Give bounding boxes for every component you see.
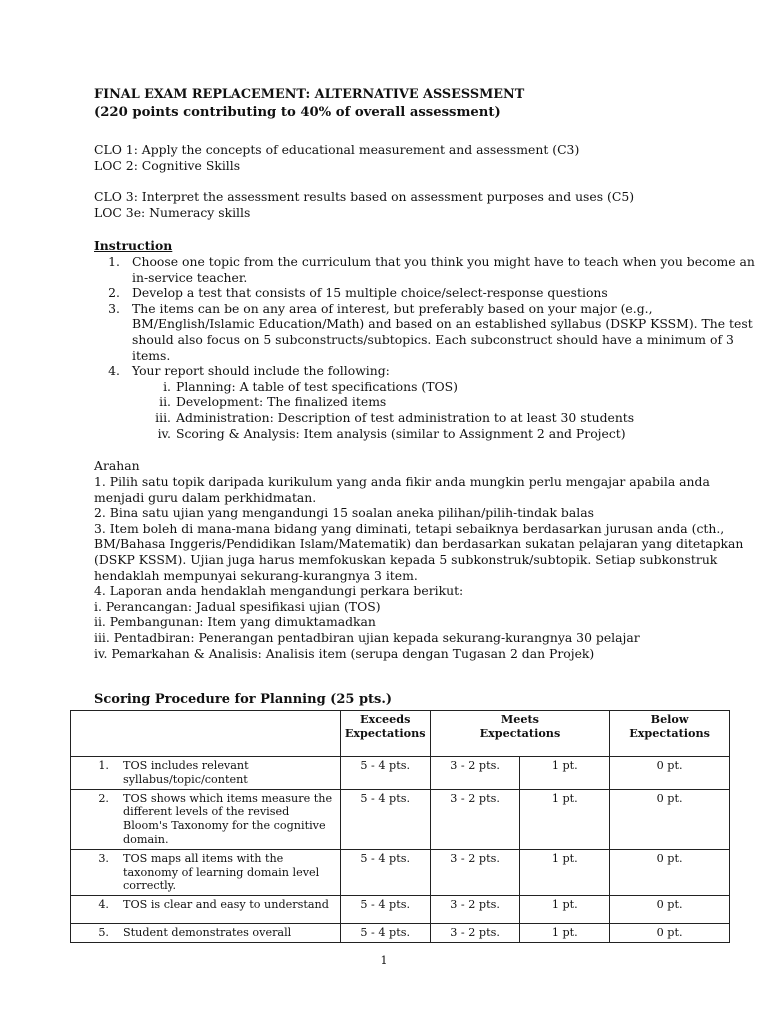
scoring-table — [70, 710, 730, 943]
criterion-desc: Student demonstrates overall — [123, 926, 292, 940]
criterion-desc: TOS is clear and easy to understand — [123, 898, 329, 912]
document-subtitle: (220 points contributing to 40% of overall assessment) — [94, 105, 501, 120]
instruction-line: should also focus on 5 subconstructs/subtopics. Each subconstruct should have a minimum of 3 — [132, 332, 734, 347]
meets-low-cell: 1 pt. — [520, 849, 610, 895]
exceeds-cell: 5 - 4 pts. — [340, 757, 430, 790]
header-exceeds: Exceeds Expectations — [340, 711, 430, 757]
arahan-list — [94, 474, 744, 664]
subitem-text: Administration: Description of test administration to at least 30 students — [176, 410, 635, 425]
instruction-line: items. — [132, 347, 171, 363]
criterion-cell — [71, 924, 341, 943]
arahan-line: iii. Pentadbiran: Penerangan pentadbiran ujian kepada sekurang-kurangnya 30 pelajar — [94, 630, 640, 645]
criterion-cell — [71, 757, 341, 790]
arahan-heading: Arahan — [94, 458, 140, 473]
criterion-cell — [71, 896, 341, 924]
instruction-line: BM/English/Islamic Education/Math) and based on an established syllabus (DSKP KSSM). The test — [132, 316, 753, 332]
table-row — [71, 896, 730, 924]
header-empty — [71, 711, 341, 757]
scoring-title: Scoring Procedure for Planning (25 pts.) — [94, 692, 393, 707]
criterion-num: 3. — [98, 851, 109, 865]
arahan-line: ii. Pembangunan: Item yang dimuktamadkan — [94, 614, 376, 630]
exceeds-cell: 5 - 4 pts. — [340, 849, 430, 895]
table-header-row — [71, 711, 730, 757]
arahan-line: (DSKP KSSM). Ujian juga harus memfokuskan kepada 5 subkonstruk/subtopik. Setiap subkonstruk — [94, 552, 718, 567]
instruction-line: The items can be on any area of interest, but preferably based on your major (e.g., — [132, 300, 653, 316]
header-meets: Meets Expectations — [430, 711, 609, 757]
exceeds-cell: 5 - 4 pts. — [340, 924, 430, 943]
header-below: Below Expectations — [610, 711, 730, 757]
table-row — [71, 757, 730, 790]
loc-3e: LOC 3e: Numeracy skills — [94, 205, 251, 220]
instruction-line: Develop a test that consists of 15 multiple choice/select-response questions — [132, 285, 608, 301]
subitem-text: Development: The finalized items — [176, 394, 387, 410]
subitem-text: Scoring & Analysis: Item analysis (similar to Assignment 2 and Project) — [176, 425, 626, 441]
below-cell: 0 pt. — [610, 789, 730, 849]
instruction-num: 1. — [108, 254, 120, 269]
page-number: 1 — [380, 954, 388, 967]
meets-high-cell: 3 - 2 pts. — [430, 757, 520, 790]
instruction-heading: Instruction — [94, 238, 173, 253]
arahan-line: 3. Item boleh di mana-mana bidang yang diminati, tetapi sebaiknya berdasarkan jurusan anda (cth., — [94, 520, 725, 536]
exceeds-cell: 5 - 4 pts. — [340, 896, 430, 924]
arahan-line: hendaklah mempunyai sekurang-kurangnya 3 item. — [94, 567, 418, 583]
criterion-desc: TOS shows which items measure the different levels of the revised Bloom's Taxonomy for the cognitive domain. — [123, 791, 333, 846]
criterion-num: 5. — [98, 926, 109, 940]
below-cell: 0 pt. — [610, 896, 730, 924]
meets-low-cell: 1 pt. — [520, 924, 610, 943]
subitem-num: ii. — [159, 394, 171, 410]
exceeds-cell: 5 - 4 pts. — [340, 789, 430, 849]
instruction-line: in-service teacher. — [132, 269, 248, 285]
criterion-desc: TOS maps all items with the taxonomy of learning domain level correctly. — [123, 851, 320, 893]
arahan-line: iv. Pemarkahan & Analisis: Analisis item (serupa dengan Tugasan 2 dan Projek) — [94, 645, 595, 661]
arahan-line: i. Perancangan: Jadual spesifikasi ujian (TOS) — [94, 598, 381, 614]
below-cell: 0 pt. — [610, 757, 730, 790]
table-row — [71, 789, 730, 849]
criterion-num: 2. — [98, 791, 109, 805]
criterion-desc: TOS includes relevant syllabus/topic/content — [123, 759, 249, 786]
subitem-num: i. — [163, 378, 171, 394]
arahan-line: menjadi guru dalam perkhidmatan. — [94, 489, 317, 505]
meets-low-cell: 1 pt. — [520, 757, 610, 790]
document-title: FINAL EXAM REPLACEMENT: ALTERNATIVE ASSESSMENT — [94, 87, 525, 102]
criterion-cell — [71, 849, 341, 895]
instruction-num: 2. — [108, 285, 120, 301]
arahan-line: 2. Bina satu ujian yang mengandungi 15 soalan aneka pilihan/pilih-tindak balas — [94, 505, 594, 521]
table-row — [71, 924, 730, 943]
subitem-num: iv. — [157, 425, 171, 441]
arahan-line: 4. Laporan anda hendaklah mengandungi perkara berikut: — [94, 583, 464, 599]
below-cell: 0 pt. — [610, 924, 730, 943]
arahan-line: BM/Bahasa Inggeris/Pendidikan Islam/Matematik) dan berdasarkan sukatan pelajaran yang ditetapkan — [94, 536, 744, 552]
clo-1: CLO 1: Apply the concepts of educational measurement and assessment (C3) — [94, 142, 580, 157]
loc-2: LOC 2: Cognitive Skills — [94, 158, 241, 173]
instruction-num: 3. — [108, 300, 120, 316]
subitem-text: Planning: A table of test specifications (TOS) — [176, 378, 459, 394]
instruction-line: Your report should include the following: — [132, 363, 390, 379]
table-row — [71, 849, 730, 895]
meets-low-cell: 1 pt. — [520, 789, 610, 849]
instruction-list — [94, 254, 755, 444]
instruction-line: Choose one topic from the curriculum that you think you might have to teach when you become an — [132, 254, 755, 269]
clo-3: CLO 3: Interpret the assessment results based on assessment purposes and uses (C5) — [94, 189, 635, 204]
instruction-num: 4. — [108, 363, 120, 379]
meets-high-cell: 3 - 2 pts. — [430, 789, 520, 849]
meets-high-cell: 3 - 2 pts. — [430, 849, 520, 895]
criterion-num: 4. — [98, 898, 109, 912]
subitem-num: iii. — [155, 410, 171, 425]
meets-low-cell: 1 pt. — [520, 896, 610, 924]
arahan-line: 1. Pilih satu topik daripada kurikulum yang anda fikir anda mungkin perlu mengajar apabila anda — [94, 474, 710, 489]
below-cell: 0 pt. — [610, 849, 730, 895]
meets-high-cell: 3 - 2 pts. — [430, 896, 520, 924]
criterion-num: 1. — [98, 759, 109, 772]
criterion-cell — [71, 789, 341, 849]
meets-high-cell: 3 - 2 pts. — [430, 924, 520, 943]
